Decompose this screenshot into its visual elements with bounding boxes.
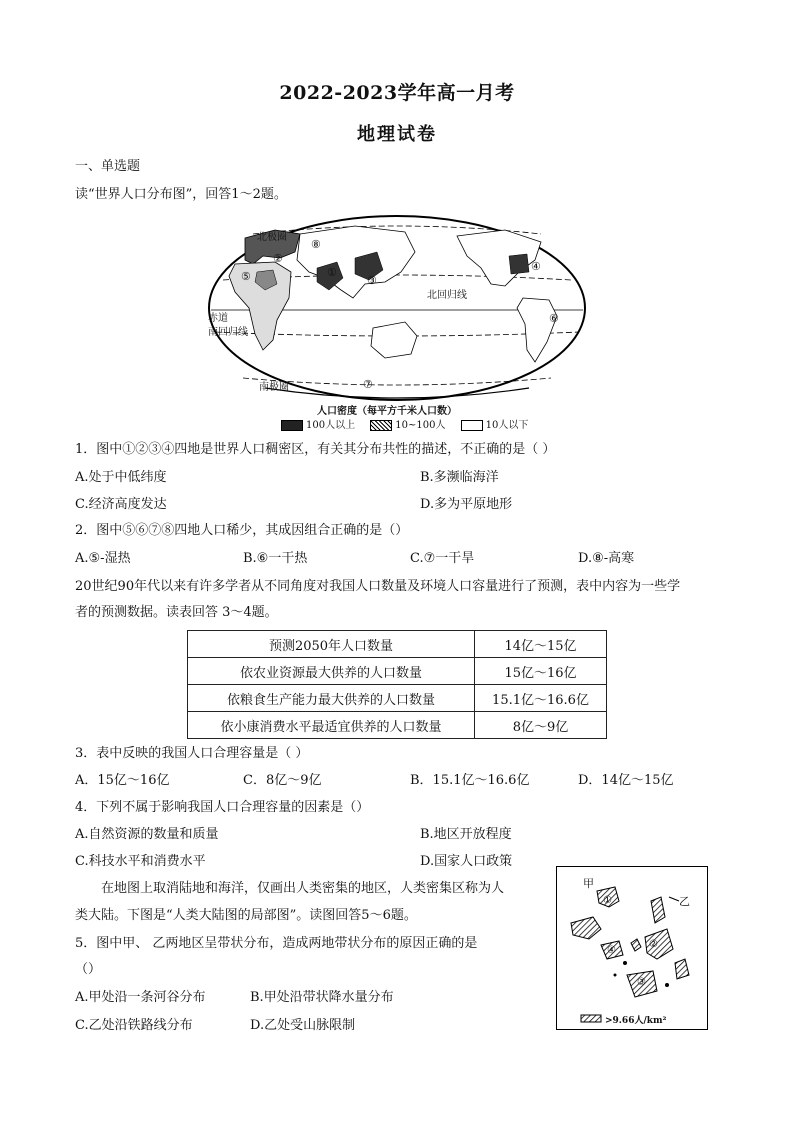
question-4-option-a[interactable]: A.自然资源的数量和质量 bbox=[75, 827, 219, 842]
table-cell-label: 预测2050年人口数量 bbox=[188, 631, 475, 658]
region-7-marker: ⑦ bbox=[363, 378, 373, 391]
question-3-option-a[interactable]: A．15亿～16亿 bbox=[75, 773, 170, 788]
section-heading: 一、单选题 bbox=[75, 159, 141, 174]
question-2-stem: 2．图中⑤⑥⑦⑧四地人口稀少，其成因组合正确的是（） bbox=[75, 523, 409, 538]
question-5-option-a[interactable]: A.甲处沿一条河谷分布 bbox=[75, 990, 206, 1005]
legend-high-label: 100人以上 bbox=[306, 420, 356, 431]
table-cell-value: 14亿～15亿 bbox=[475, 631, 607, 658]
human-continent-graphic bbox=[557, 867, 707, 1029]
table-row bbox=[188, 685, 607, 712]
question-2-option-b[interactable]: B.⑥一干热 bbox=[243, 551, 308, 566]
question-1-option-a[interactable]: A.处于中低纬度 bbox=[75, 470, 167, 485]
region-1-marker: ① bbox=[327, 266, 337, 279]
intro-question-5-6-line2: 类大陆。下图是“人类大陆图的局部图”。读图回答5～6题。 bbox=[75, 908, 417, 923]
map-legend bbox=[281, 416, 528, 431]
region-6-marker: ⑥ bbox=[549, 312, 559, 325]
question-5-paren: （） bbox=[75, 962, 102, 977]
region-3-marker: ③ bbox=[367, 274, 377, 287]
arctic-circle-label: 北极圈 bbox=[257, 232, 287, 243]
exam-subtitle: 地理试卷 bbox=[357, 124, 437, 145]
map-legend-title: 人口密度（每平方千米人口数） bbox=[317, 406, 457, 417]
intro-question-3-4-line1: 20世纪90年代以来有许多学者从不同角度对我国人口数量及环境人口容量进行了预测，表中内容为一些学 bbox=[75, 579, 681, 594]
question-5-option-c[interactable]: C.乙处沿铁路线分布 bbox=[75, 1018, 193, 1033]
question-2-option-d[interactable]: D.⑧-高寒 bbox=[578, 551, 635, 566]
question-3-option-b[interactable]: B．15.1亿～16.6亿 bbox=[410, 773, 530, 788]
legend-low-swatch bbox=[461, 420, 483, 431]
question-4-stem: 4．下列不属于影响我国人口合理容量的因素是（） bbox=[75, 800, 370, 815]
table-row bbox=[188, 712, 607, 739]
small-map-marker-3: ③ bbox=[637, 977, 646, 988]
legend-mid-swatch bbox=[370, 420, 392, 431]
region-4-marker: ④ bbox=[531, 260, 541, 273]
question-3-stem: 3．表中反映的我国人口合理容量是（ ） bbox=[75, 746, 309, 761]
question-2-option-a[interactable]: A.⑤-湿热 bbox=[75, 551, 131, 566]
small-map-marker-2: ② bbox=[649, 939, 658, 950]
intro-question-3-4-line2: 者的预测数据。读表回答 3～4题。 bbox=[75, 605, 278, 620]
question-1-option-d[interactable]: D.多为平原地形 bbox=[420, 497, 513, 512]
region-2-marker: ② bbox=[273, 252, 283, 265]
exam-title: 2022-2023学年高一月考 bbox=[279, 82, 515, 104]
question-4-option-b[interactable]: B.地区开放程度 bbox=[420, 827, 512, 842]
question-1-option-b[interactable]: B.多濒临海洋 bbox=[420, 470, 499, 485]
table-cell-label: 依粮食生产能力最大供养的人口数量 bbox=[188, 685, 475, 712]
equator-label: 赤道 bbox=[208, 313, 228, 324]
question-4-option-c[interactable]: C.科技水平和消费水平 bbox=[75, 854, 206, 869]
question-5-stem: 5．图中甲、 乙两地区呈带状分布，造成两地带状分布的原因正确的是 bbox=[75, 936, 478, 951]
small-map-marker-1: ① bbox=[603, 895, 612, 906]
question-5-option-d[interactable]: D.乙处受山脉限制 bbox=[250, 1018, 356, 1033]
legend-low-label: 10人以下 bbox=[485, 420, 529, 431]
table-cell-value: 15.1亿～16.6亿 bbox=[475, 685, 607, 712]
intro-question-5-6-line1: 在地图上取消陆地和海洋，仅画出人类密集的地区，人类密集区称为人 bbox=[101, 881, 505, 896]
question-4-option-d[interactable]: D.国家人口政策 bbox=[420, 854, 513, 869]
region-8-marker: ⑧ bbox=[311, 238, 321, 251]
world-population-map bbox=[205, 212, 590, 432]
tropic-capricorn-label: 南回归线 bbox=[208, 327, 248, 338]
small-map-marker-4: ④ bbox=[607, 945, 616, 956]
question-3-option-d[interactable]: D．14亿～15亿 bbox=[578, 773, 674, 788]
legend-mid-label: 10~100人 bbox=[395, 420, 446, 431]
table-cell-label: 依农业资源最大供养的人口数量 bbox=[188, 658, 475, 685]
question-1-option-c[interactable]: C.经济高度发达 bbox=[75, 497, 167, 512]
antarctic-circle-label: 南极圈 bbox=[259, 382, 289, 393]
table-row bbox=[188, 658, 607, 685]
question-2-option-c[interactable]: C.⑦一干旱 bbox=[410, 551, 475, 566]
table-cell-label: 依小康消费水平最适宜供养的人口数量 bbox=[188, 712, 475, 739]
region-jia-label: 甲 bbox=[583, 877, 594, 890]
table-cell-value: 8亿～9亿 bbox=[475, 712, 607, 739]
legend-high-swatch bbox=[281, 420, 303, 431]
table-cell-value: 15亿～16亿 bbox=[475, 658, 607, 685]
human-continent-map bbox=[556, 866, 708, 1030]
region-yi-label: 乙 bbox=[679, 895, 690, 908]
small-map-legend-label: >9.66人/km² bbox=[605, 1016, 667, 1026]
question-1-stem: 1．图中①②③④四地是世界人口稠密区，有关其分布共性的描述，不正确的是（ ） bbox=[75, 442, 556, 457]
population-capacity-table bbox=[187, 630, 607, 739]
question-3-option-c[interactable]: C．8亿～9亿 bbox=[243, 773, 322, 788]
region-5-marker: ⑤ bbox=[241, 270, 251, 283]
tropic-cancer-label: 北回归线 bbox=[427, 290, 467, 301]
question-5-option-b[interactable]: B.甲处沿带状降水量分布 bbox=[250, 990, 394, 1005]
table-row bbox=[188, 631, 607, 658]
world-map-graphic bbox=[205, 212, 590, 432]
intro-question-1-2: 读“世界人口分布图”，回答1～2题。 bbox=[75, 187, 287, 202]
